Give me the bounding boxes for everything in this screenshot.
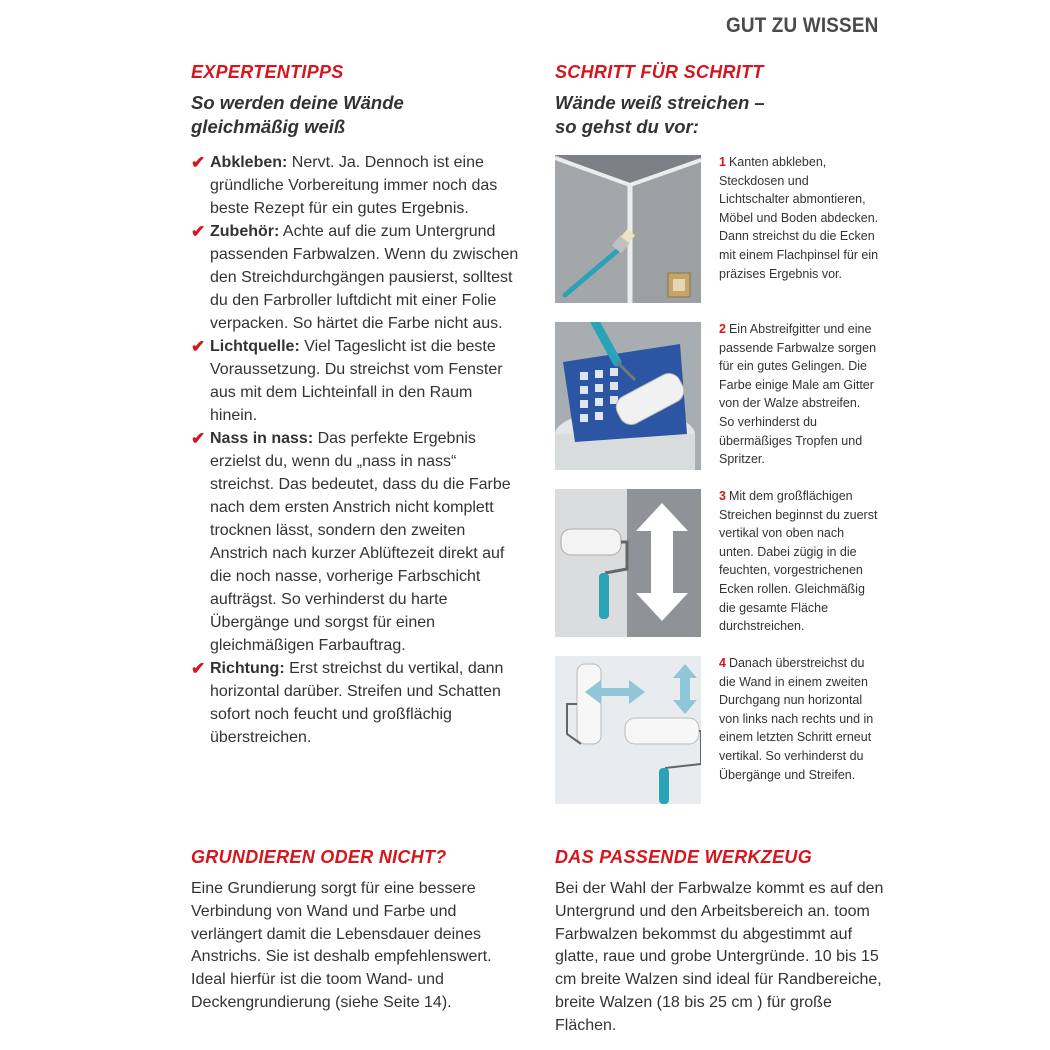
vertical-arrow-icon bbox=[555, 489, 701, 637]
check-icon: ✔ bbox=[191, 659, 206, 678]
tip-text: Viel Tageslicht ist die beste Voraussetzung. Du streichst vom Fenster aus mit dem Lichteinfall in den Raum hinein. bbox=[210, 338, 503, 424]
step-number: 3 bbox=[719, 489, 726, 503]
step-number: 2 bbox=[719, 322, 726, 336]
step-description: Danach überstreichst du die Wand in einem zweiten Durchgang nun horizontal von links nach rechts und in einem letzten Schritt erneut vertikal. So verhinderst du Übergänge und Streifen. bbox=[719, 656, 874, 782]
steps-section bbox=[555, 62, 885, 823]
tip-label: Nass in nass: bbox=[210, 430, 314, 447]
paint-brush-icon bbox=[555, 155, 701, 303]
step-text bbox=[719, 654, 879, 784]
primer-text: Eine Grundierung sorgt für eine bessere Verbindung von Wand und Farbe und verlängert damit die Lebensdauer deines Anstrichs. Sie ist deshalb empfehlenswert. Ideal hierfür ist die toom Wand- und Deckengrundierung (siehe Seite 14). bbox=[191, 880, 492, 1011]
step-description: Mit dem großflächigen Streichen beginnst du zuerst vertikal von oben nach unten. Dabei zügig in die feuchten, vorgestrichenen Ecken rollen. Gleichmäßig die gesamte Fläche durchstreichen. bbox=[719, 489, 878, 634]
tip-text: Nervt. Ja. Dennoch ist eine gründliche Vorbereitung immer noch das beste Rezept für ein gutes Ergebnis. bbox=[210, 154, 498, 217]
expert-tips-title: EXPERTENTIPPS bbox=[191, 62, 344, 82]
tools-title: DAS PASSENDE WERKZEUG bbox=[555, 847, 812, 867]
section-header: GUT ZU WISSEN bbox=[725, 14, 878, 37]
tip-text: Das perfekte Ergebnis erzielst du, wenn du „nass in nass“ streichst. Das bedeutet, dass du die Farbe nach dem ersten Anstrich nicht komplett trocknen lässt, sondern den zweiten Anstrich nach kurzer Ablüftezeit direkt auf die noch nasse, vorherige Farbschicht aufträgst. So verhinderst du harte Übergänge und sorgst für einen gleichmäßigen Farbauftrag. bbox=[210, 430, 511, 654]
subtitle-line: gleichmäßig weiß bbox=[191, 116, 346, 137]
tip-item bbox=[191, 657, 521, 749]
check-icon: ✔ bbox=[191, 222, 206, 241]
step-text bbox=[719, 320, 879, 469]
step-number: 4 bbox=[719, 656, 726, 670]
subtitle-line: So werden deine Wände bbox=[191, 92, 404, 113]
roller-tray-icon bbox=[555, 322, 701, 470]
tip-text: Achte auf die zum Untergrund passenden Farbwalzen. Wenn du zwischen den Streichdurchgängen pausierst, solltest du den Farbroller luftdicht mit einer Folie verpacken. So härtet die Farbe nicht aus. bbox=[210, 223, 519, 332]
tools-text: Bei der Wahl der Farbwalze kommt es auf den Untergrund und den Arbeitsbereich an. toom Farbwalzen bekommst du abgestimmt auf glatte, raue und grobe Untergründe. 10 bis 15 cm breite Walzen sind ideal für Randbereiche, breite Walzen (18 bis 25 cm ) für große Flächen. bbox=[555, 880, 884, 1034]
tools-section bbox=[555, 847, 885, 1038]
step-text bbox=[719, 487, 879, 636]
steps-subtitle bbox=[555, 91, 885, 139]
tip-item bbox=[191, 220, 521, 335]
subtitle-line: Wände weiß streichen – bbox=[555, 92, 765, 113]
step-item bbox=[555, 155, 885, 322]
tips-list bbox=[191, 151, 521, 749]
step-item bbox=[555, 322, 885, 489]
check-icon: ✔ bbox=[191, 337, 206, 356]
step-description: Kanten abkleben, Steckdosen und Lichtschalter abmontieren, Möbel und Boden abdecken. Dann streichst du die Ecken mit einem Flachpinsel für ein präzises Ergebnis vor. bbox=[719, 155, 879, 281]
step-item bbox=[555, 656, 885, 823]
tip-label: Abkleben: bbox=[210, 154, 288, 171]
primer-title: GRUNDIEREN ODER NICHT? bbox=[191, 847, 447, 867]
steps-list bbox=[555, 155, 885, 823]
step-number: 1 bbox=[719, 155, 726, 169]
tip-item bbox=[191, 427, 521, 657]
expert-tips-subtitle bbox=[191, 91, 521, 139]
check-icon: ✔ bbox=[191, 429, 206, 448]
tip-label: Lichtquelle: bbox=[210, 338, 300, 355]
step-text bbox=[719, 153, 879, 283]
cross-arrows-icon bbox=[555, 656, 701, 804]
step-description: Ein Abstreifgitter und eine passende Farbwalze sorgen für ein gutes Gelingen. Die Farbe einige Male am Gitter von der Walze abstreifen. So verhinderst du übermäßiges Tropfen und Spritzer. bbox=[719, 322, 877, 467]
tip-item bbox=[191, 335, 521, 427]
step-item bbox=[555, 489, 885, 656]
subtitle-line: so gehst du vor: bbox=[555, 116, 699, 137]
check-icon: ✔ bbox=[191, 153, 206, 172]
expert-tips-section bbox=[191, 62, 521, 749]
tip-label: Richtung: bbox=[210, 660, 285, 677]
tip-label: Zubehör: bbox=[210, 223, 280, 240]
steps-title: SCHRITT FÜR SCHRITT bbox=[555, 62, 764, 82]
tip-item bbox=[191, 151, 521, 220]
primer-section bbox=[191, 847, 511, 1015]
tip-text: Erst streichst du vertikal, dann horizontal darüber. Streifen und Schatten sofort noch feucht und großflächig überstreichen. bbox=[210, 660, 504, 746]
